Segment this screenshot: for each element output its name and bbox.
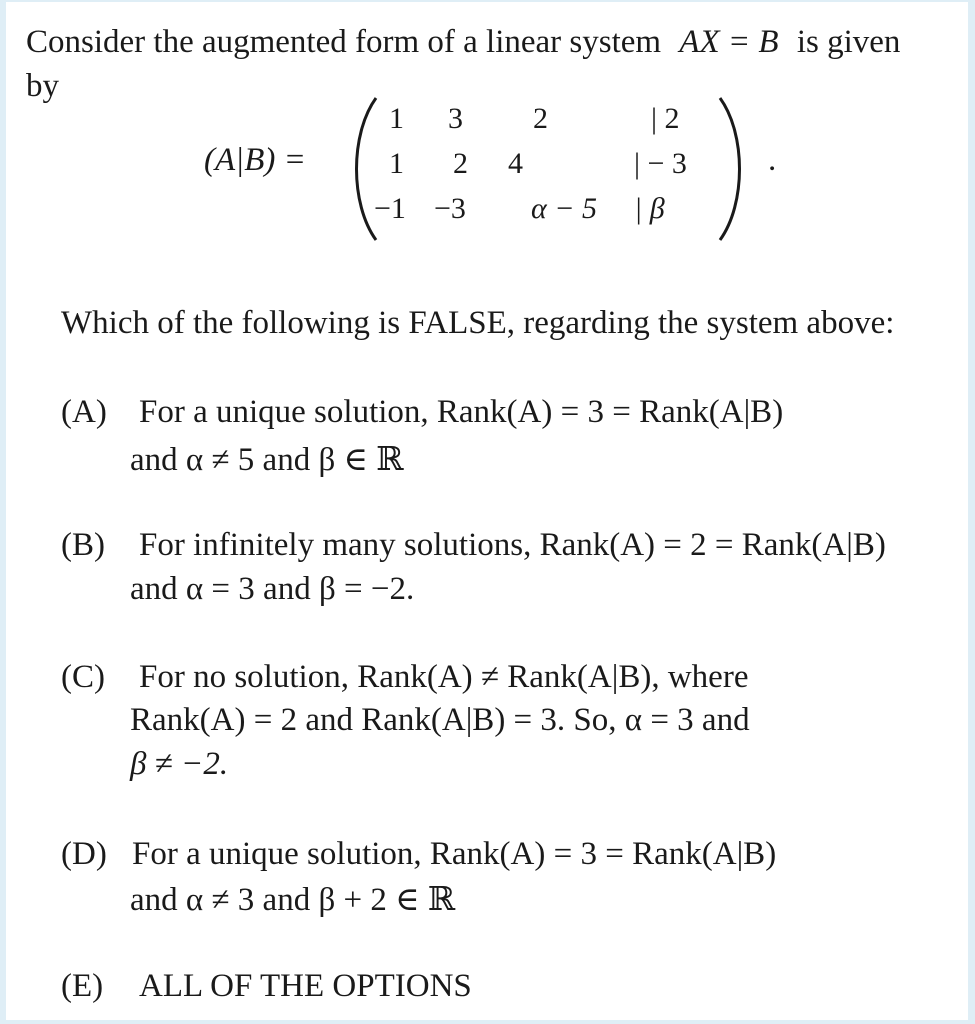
matrix-cell: 4 [508, 147, 523, 180]
problem-text: Consider the augmented form of a linear system [26, 24, 662, 60]
matrix-cell: 2 [533, 102, 548, 135]
matrix-label: (A|B) = [204, 142, 306, 178]
matrix-cell: 3 [448, 102, 463, 135]
option-d-line: For a unique solution, Rank(A) = 3 = Rank(A|B) [132, 836, 777, 872]
option-e-letter: (E) [61, 968, 104, 1004]
option-a-line: For a unique solution, Rank(A) = 3 = Rank(A|B) [139, 394, 784, 430]
system-equation: AX = B [679, 24, 779, 60]
option-c-line: Rank(A) = 2 and Rank(A|B) = 3. So, α = 3 and [130, 702, 750, 738]
option-b-line: For infinitely many solutions, Rank(A) = 2 = Rank(A|B) [139, 527, 886, 563]
matrix-cell: 1 [389, 102, 404, 135]
question-text: Which of the following is FALSE, regarding the system above: [61, 305, 895, 341]
option-c-line: β ≠ −2. [130, 746, 229, 782]
document-page [6, 2, 968, 1020]
matrix-cell: 1 [389, 147, 404, 180]
option-b-line: and α = 3 and β = −2. [130, 571, 415, 607]
option-d-line: and α ≠ 3 and β + 2 ∈ ℝ [130, 882, 456, 918]
problem-line-1 [26, 20, 966, 64]
matrix-cell: | 2 [651, 102, 680, 135]
option-e-line: ALL OF THE OPTIONS [139, 968, 472, 1004]
option-c-letter: (C) [61, 659, 105, 695]
matrix-period: . [768, 142, 777, 178]
matrix-cell: −3 [434, 192, 466, 225]
option-d-letter: (D) [61, 836, 107, 872]
option-c-line: For no solution, Rank(A) ≠ Rank(A|B), where [139, 659, 749, 695]
option-a-letter: (A) [61, 394, 107, 430]
problem-statement [26, 20, 966, 108]
matrix-cell: | β [634, 192, 665, 225]
matrix-cell: −1 [374, 192, 406, 225]
matrix-cell: α − 5 [531, 192, 597, 225]
problem-tail: is given [796, 24, 901, 60]
matrix-cell: | − 3 [634, 147, 687, 180]
matrix-cell: 2 [453, 147, 468, 180]
problem-line-2: by [26, 68, 59, 104]
right-paren-icon [712, 94, 752, 244]
option-b-letter: (B) [61, 527, 105, 563]
option-a-line: and α ≠ 5 and β ∈ ℝ [130, 442, 404, 478]
